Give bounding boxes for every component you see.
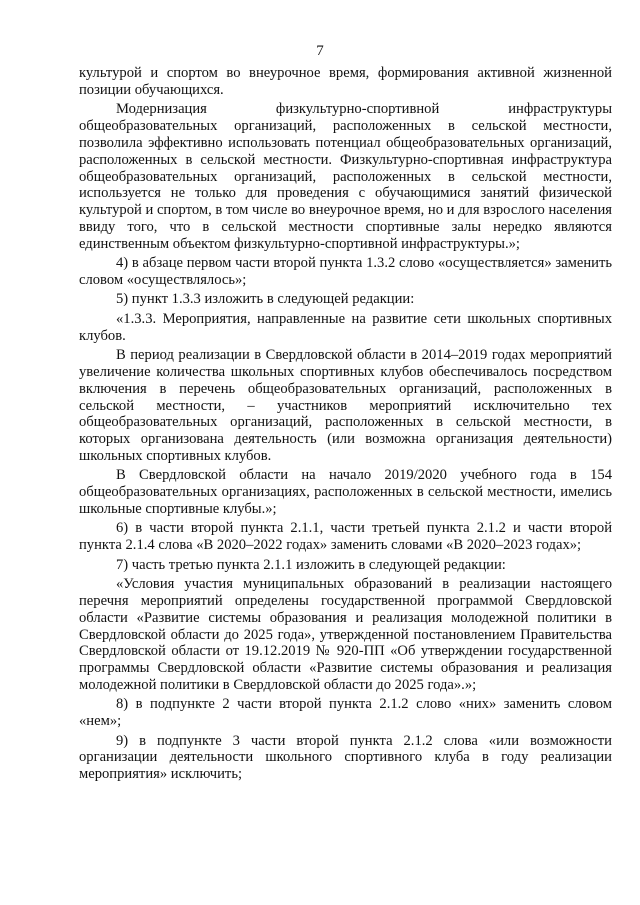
paragraph-item-9: 9) в подпункте 3 части второй пункта 2.1.2 слова «или возможности организации деятельности школьного спортивного клуба в году реализации мероприятия» исключить; (79, 732, 612, 783)
paragraph-item-6: 6) в части второй пункта 2.1.1, части третьей пункта 2.1.2 и части второй пункта 2.1.4 слова «В 2020–2022 годах» заменить словами «В 2020–2023 годах»; (79, 520, 612, 554)
document-body (79, 65, 612, 783)
page-number: 7 (316, 43, 324, 59)
paragraph-continuation: культурой и спортом во внеурочное время, формирования активной жизненной позиции обучающихся. (79, 65, 612, 98)
paragraph-item-5: 5) пункт 1.3.3 изложить в следующей редакции: (116, 291, 415, 308)
paragraph-item-8: 8) в подпункте 2 части второй пункта 2.1.2 слово «них» заменить словом «нем»; (79, 696, 612, 730)
paragraph-modernization: Модернизация физкультурно-спортивной инфраструктуры общеобразовательных организаций, расположенных в сельской местности, позволила эффективно использовать потенциал общеобразовательных организаций, расположенных в сельской местности. Физкультурно-спортивная инфраструктура общеобразовательных организаций, расположенных в сельской местности, используется не только для проведения с обучающимися занятий физической культурой и спортом, в том числе во внеурочное время, но и для взрослого населения ввиду того, что в сельской местности спортивные залы нередко являются единственным объектом физкультурно-спортивной инфраструктуры.»; (79, 101, 612, 252)
paragraph-school-year: В Свердловской области на начало 2019/2020 учебного года в 154 общеобразовательных организациях, расположенных в сельской местности, имелись школьные спортивные клубы.»; (79, 467, 612, 518)
paragraph-section-1-3-3: «1.3.3. Мероприятия, направленные на развитие сети школьных спортивных клубов. (79, 310, 612, 344)
paragraph-item-7: 7) часть третью пункта 2.1.1 изложить в следующей редакции: (116, 556, 506, 573)
paragraph-item-4: 4) в абзаце первом части второй пункта 1.3.2 слово «осуществляется» заменить словом «осуществлялось»; (79, 255, 612, 289)
paragraph-period: В период реализации в Свердловской области в 2014–2019 годах мероприятий увеличение количества школьных спортивных клубов обеспечивалось посредством включения в перечень общеобразовательных организаций, расположенных в сельской местности, – участников мероприятий исключительно тех общеобразовательных организаций, расположенных в сельской местности, в которых организована деятельность (или возможна организация деятельности) школьных спортивных клубов. (79, 347, 612, 465)
paragraph-conditions: «Условия участия муниципальных образований в реализации настоящего перечня мероприятий определены государственной программой Свердловской области «Развитие системы образования и реализация молодежной политики в Свердловской области до 2025 года», утвержденной постановлением Правительства Свердловской области от 19.12.2019 № 920-ПП «Об утверждении государственной программы Свердловской области «Развитие системы образования и реализация молодежной политики в Свердловской области до 2025 года».»; (79, 575, 612, 694)
